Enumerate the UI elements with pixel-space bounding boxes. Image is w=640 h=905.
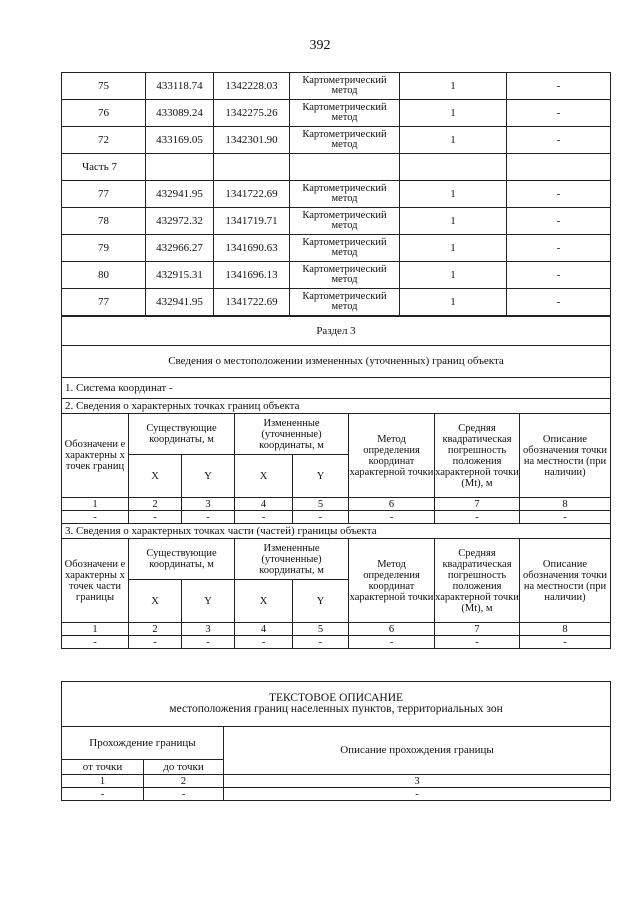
section3-subtitle: Сведения о местоположении измененных (уточненных) границ объекта	[62, 346, 611, 378]
dash-cell: -	[435, 511, 520, 524]
points-heading: 2. Сведения о характерных точках границ объекта	[62, 399, 611, 414]
dash-cell: -	[520, 636, 611, 649]
description: -	[507, 262, 611, 289]
accuracy: 1	[400, 127, 507, 154]
col-from: от точки	[62, 760, 144, 775]
col-method: Метод определения координат характерной точки	[349, 414, 435, 498]
method: Картометрический метод	[290, 208, 400, 235]
point-number: 80	[62, 262, 146, 289]
dash-row	[62, 511, 611, 524]
num-cell: 3	[182, 498, 235, 511]
coord-x: 433089.24	[146, 100, 214, 127]
coord-y: 1341719.71	[214, 208, 290, 235]
coord-y: 1342275.26	[214, 100, 290, 127]
dash-cell: -	[62, 511, 129, 524]
num-cell: 7	[435, 498, 520, 511]
part-label-row	[62, 154, 611, 181]
section3-table	[61, 316, 611, 649]
method: Картометрический метод	[290, 289, 400, 316]
accuracy: 1	[400, 73, 507, 100]
dash-cell: -	[62, 636, 129, 649]
col-y: Y	[293, 580, 349, 623]
dash-row	[62, 636, 611, 649]
empty-cell	[507, 154, 611, 181]
num-cell: 5	[293, 623, 349, 636]
coordinate-row	[62, 262, 611, 289]
text-description-subtitle: местоположения границ населенных пунктов, территориальных зон	[169, 703, 503, 715]
col-existing: Существующие координаты, м	[129, 539, 235, 580]
point-number: 79	[62, 235, 146, 262]
num-cell: 4	[235, 623, 293, 636]
dash-cell: -	[129, 636, 182, 649]
col-changed: Измененные (уточненные) координаты, м	[235, 539, 349, 580]
description: -	[507, 208, 611, 235]
dash-cell: -	[235, 511, 293, 524]
coordinate-row	[62, 100, 611, 127]
col-y: Y	[293, 455, 349, 498]
dash-cell: -	[435, 636, 520, 649]
num-cell: 6	[349, 498, 435, 511]
dash-cell: -	[144, 788, 224, 801]
method: Картометрический метод	[290, 235, 400, 262]
coordinate-row	[62, 289, 611, 316]
coordinate-row	[62, 208, 611, 235]
num-cell: 2	[129, 498, 182, 511]
accuracy: 1	[400, 100, 507, 127]
col-designation: Обозначени е характерны х точек границ	[62, 414, 129, 498]
point-number: 72	[62, 127, 146, 154]
method: Картометрический метод	[290, 100, 400, 127]
col-description: Описание обозначения точки на местности (при наличии)	[520, 539, 611, 623]
number-row	[62, 498, 611, 511]
empty-cell	[146, 154, 214, 181]
dash-cell: -	[182, 636, 235, 649]
accuracy: 1	[400, 262, 507, 289]
number-row	[62, 623, 611, 636]
num-cell: 1	[62, 498, 129, 511]
dash-cell: -	[349, 636, 435, 649]
dash-cell: -	[293, 511, 349, 524]
col-accuracy: Средняя квадратическая погрешность положения характерной точки (Mt), м	[435, 539, 520, 623]
coord-x: 432941.95	[146, 181, 214, 208]
num-cell: 6	[349, 623, 435, 636]
num-cell: 2	[129, 623, 182, 636]
coord-x: 432972.32	[146, 208, 214, 235]
coord-x: 433169.05	[146, 127, 214, 154]
dash-cell: -	[235, 636, 293, 649]
point-number: 75	[62, 73, 146, 100]
num-cell: 2	[144, 775, 224, 788]
empty-cell	[290, 154, 400, 181]
dash-cell: -	[224, 788, 611, 801]
col-existing: Существующие координаты, м	[129, 414, 235, 455]
coord-x: 432966.27	[146, 235, 214, 262]
description: -	[507, 235, 611, 262]
col-to: до точки	[144, 760, 224, 775]
coord-system: 1. Система координат -	[62, 378, 611, 399]
text-description-table	[61, 681, 611, 801]
coord-y: 1342301.90	[214, 127, 290, 154]
num-cell: 5	[293, 498, 349, 511]
col-changed: Измененные (уточненные) координаты, м	[235, 414, 349, 455]
empty-cell	[400, 154, 507, 181]
num-cell: 1	[62, 623, 129, 636]
dash-cell: -	[62, 788, 144, 801]
description: -	[507, 181, 611, 208]
coord-y: 1341690.63	[214, 235, 290, 262]
col-passage-desc: Описание прохождения границы	[224, 727, 611, 775]
accuracy: 1	[400, 235, 507, 262]
coord-y: 1341696.13	[214, 262, 290, 289]
coordinate-row	[62, 235, 611, 262]
part-label: Часть 7	[62, 154, 146, 181]
coordinate-row	[62, 73, 611, 100]
coordinate-row	[62, 181, 611, 208]
method: Картометрический метод	[290, 262, 400, 289]
num-cell: 4	[235, 498, 293, 511]
coord-x: 432915.31	[146, 262, 214, 289]
num-cell: 3	[224, 775, 611, 788]
col-x: X	[129, 455, 182, 498]
coord-y: 1341722.69	[214, 181, 290, 208]
dash-cell: -	[129, 511, 182, 524]
col-x: X	[129, 580, 182, 623]
page-number: 392	[309, 38, 331, 53]
coord-x: 432941.95	[146, 289, 214, 316]
description: -	[507, 127, 611, 154]
point-number: 78	[62, 208, 146, 235]
col-designation: Обозначени е характерны х точек части границы	[62, 539, 129, 623]
num-cell: 3	[182, 623, 235, 636]
coord-y: 1342228.03	[214, 73, 290, 100]
dash-cell: -	[293, 636, 349, 649]
description: -	[507, 100, 611, 127]
col-y: Y	[182, 455, 235, 498]
coordinates-table	[61, 72, 611, 316]
col-x: X	[235, 580, 293, 623]
coordinate-row	[62, 127, 611, 154]
accuracy: 1	[400, 181, 507, 208]
text-description-title: ТЕКСТОВОЕ ОПИСАНИЕ	[268, 692, 404, 704]
num-cell: 8	[520, 498, 611, 511]
coord-y: 1341722.69	[214, 289, 290, 316]
num-cell: 8	[520, 623, 611, 636]
point-number: 76	[62, 100, 146, 127]
parts-heading: 3. Сведения о характерных точках части (частей) границы объекта	[62, 524, 611, 539]
accuracy: 1	[400, 289, 507, 316]
col-y: Y	[182, 580, 235, 623]
description: -	[507, 289, 611, 316]
col-description: Описание обозначения точки на местности (при наличии)	[520, 414, 611, 498]
point-number: 77	[62, 289, 146, 316]
col-passage: Прохождение границы	[62, 727, 224, 760]
col-accuracy: Средняя квадратическая погрешность положения характерной точки (Mt), м	[435, 414, 520, 498]
method: Картометрический метод	[290, 181, 400, 208]
col-x: X	[235, 455, 293, 498]
point-number: 77	[62, 181, 146, 208]
text-description-header	[62, 682, 611, 727]
accuracy: 1	[400, 208, 507, 235]
description: -	[507, 73, 611, 100]
method: Картометрический метод	[290, 73, 400, 100]
dash-cell: -	[520, 511, 611, 524]
dash-cell: -	[349, 511, 435, 524]
col-method: Метод определения координат характерной точки	[349, 539, 435, 623]
empty-cell	[214, 154, 290, 181]
section3-title: Раздел 3	[62, 317, 611, 346]
method: Картометрический метод	[290, 127, 400, 154]
dash-cell: -	[182, 511, 235, 524]
num-cell: 1	[62, 775, 144, 788]
coord-x: 433118.74	[146, 73, 214, 100]
num-cell: 7	[435, 623, 520, 636]
